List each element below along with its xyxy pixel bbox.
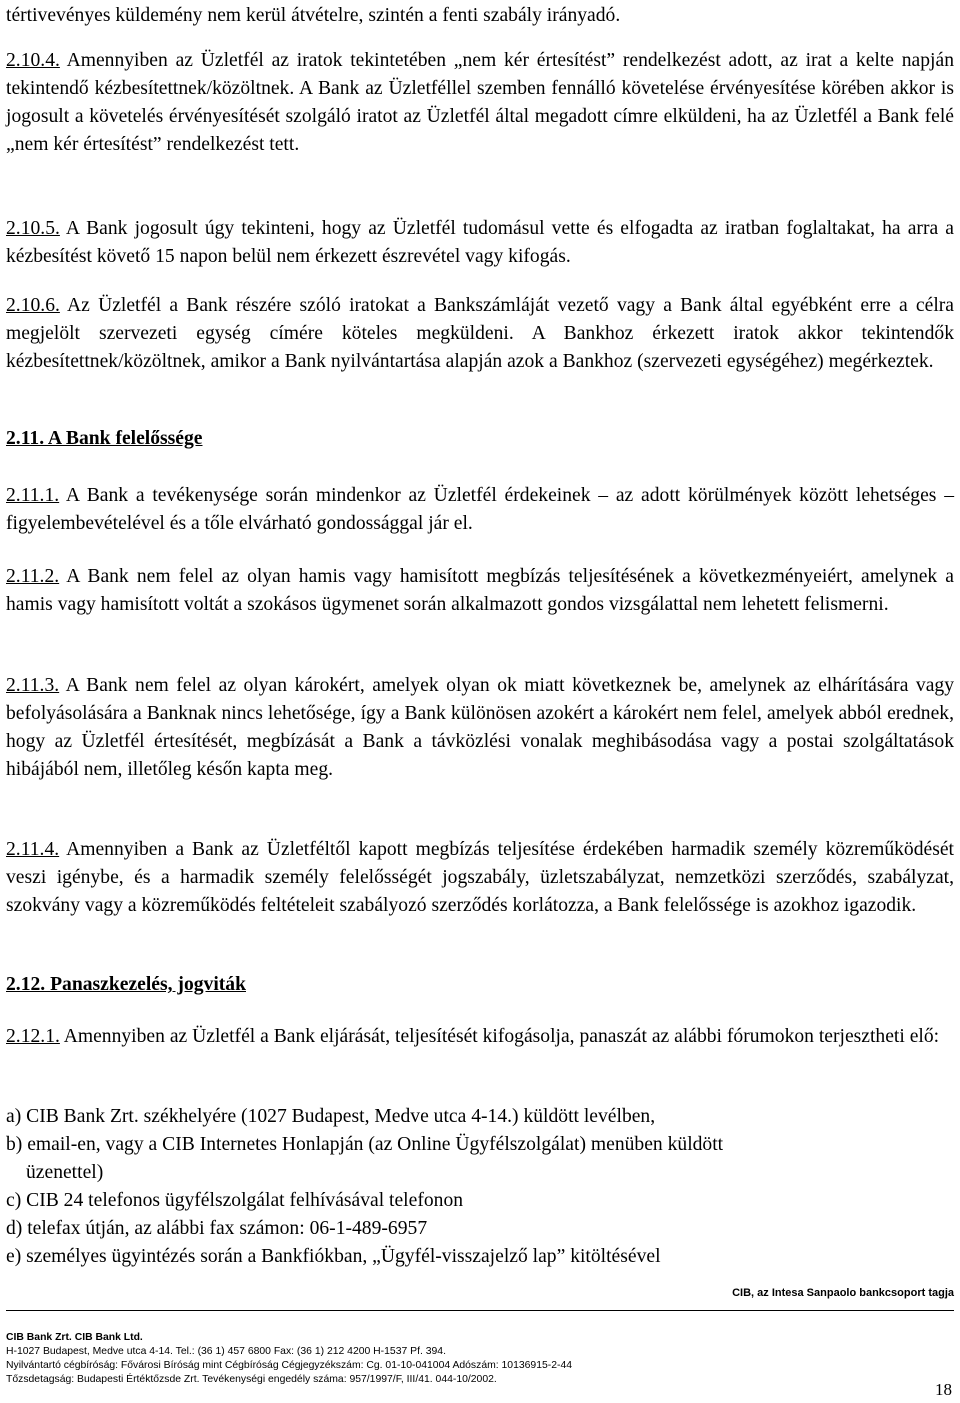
section-2-11-1	[6, 482, 954, 538]
section-number: 2.11.1.	[6, 485, 60, 506]
list-item-d: d) telefax útján, az alábbi fax számon: 06-1-489-6957	[6, 1218, 428, 1239]
section-text: Amennyiben az Üzletfél a Bank eljárását, teljesítését kifogásolja, panaszát az alábbi fórumokon terjesztheti elő:	[59, 1026, 940, 1047]
section-number: 2.11.4.	[6, 839, 60, 860]
section-text: A Bank nem felel az olyan hamis vagy hamisított megbízás teljesítésének a következményeiért, amelynek a hamis vagy hamisított voltát a szokásos ügymenet során alkalmazott gondos vizsgálattal nem lehetett felismerni.	[6, 566, 954, 615]
footer-exchange: Tőzsdetagság: Budapesti Értéktőzsde Zrt. Tevékenységi engedély száma: 957/1997/F, III/41. 044-10/2002.	[6, 1374, 497, 1385]
list-item-e: e) személyes ügyintézés során a Bankfiókban, „Ügyfél-visszajelző lap” kitöltésével	[6, 1246, 661, 1267]
section-2-10-5	[6, 215, 954, 271]
list-item-c: c) CIB 24 telefonos ügyfélszolgálat felhívásával telefonon	[6, 1190, 464, 1211]
section-2-12-1	[6, 1023, 954, 1051]
list-item-b: b) email-en, vagy a CIB Internetes Honlapján (az Online Ügyfélszolgálat) menüben küldött	[6, 1134, 724, 1155]
footer-tagline: CIB, az Intesa Sanpaolo bankcsoport tagja	[732, 1287, 954, 1299]
section-2-11-3	[6, 672, 954, 784]
section-text: Amennyiben a Bank az Üzletféltől kapott megbízás teljesítése érdekében harmadik személy közreműködését veszi igénybe, és a harmadik személy felelősségét jogszabály, üzletszabályzat, nemzetközi szerződés, szabályzat, szokvány vagy a közreműködés feltételeit szabályozó szerződés korlátozza, a Bank felelőssége is azokhoz igazodik.	[6, 839, 954, 916]
section-text: A Bank nem felel az olyan károkért, amelyek olyan ok miatt következnek be, amelynek az elhárítására vagy befolyásolására a Banknak nincs lehetősége, így a Bank különösen azokért a károkért nem felel, amelyek abból erednek, hogy az Üzletfél értesítését, megbízását a Bank a távközlési vonalak meghibásodása vagy a postai szolgáltatások hibájából nem, illetőleg későn kapta meg.	[6, 675, 954, 780]
section-text: A Bank a tevékenysége során mindenkor az Üzletfél érdekeinek – az adott körülmények között lehetséges – figyelembevételével és a tőle elvárható gondossággal jár el.	[6, 485, 954, 534]
section-text: A Bank jogosult úgy tekinteni, hogy az Üzletfél tudomásul vette és elfogadta az iratban foglaltakat, ha arra a kézbesítést követő 15 napon belül nem érkezett észrevétel vagy kifogás.	[6, 218, 954, 267]
section-2-11-2	[6, 563, 954, 619]
page-number: 18	[935, 1380, 952, 1399]
section-text: Amennyiben az Üzletfél az iratok tekintetében „nem kér értesítést” rendelkezést adott, az irat a kelte napján tekintendő kézbesítettnek/közöltnek. A Bank az Üzletféllel szemben fennálló követelése érvényesítése körében akkor is jogosult a követelés érvényesítését szolgáló iratot az Üzletfél által megadott címre elküldeni, ha az Üzletfél a Bank felé „nem kér értesítést” rendelkezést tett.	[6, 50, 954, 155]
paragraph-text: tértivevényes küldemény nem kerül átvételre, szintén a fenti szabály irányadó.	[6, 5, 621, 26]
section-2-11-4	[6, 836, 954, 920]
footer-company: CIB Bank Zrt. CIB Bank Ltd.	[6, 1332, 143, 1343]
paragraph-carryover	[6, 2, 954, 30]
complaint-channels-list	[6, 1103, 954, 1271]
section-text: Az Üzletfél a Bank részére szóló iratokat a Bankszámláját vezető vagy a Bank által egyébként erre a célra megjelölt szervezeti egység címére köteles megküldeni. A Bankhoz érkezett iratok akkor tekintendők kézbesítettnek/közöltnek, amikor a Bank nyilvántartása alapján azok a Bankhoz (szervezeti egységéhez) megérkeztek.	[6, 295, 954, 372]
section-2-10-4	[6, 47, 954, 159]
footer-divider	[6, 1310, 954, 1311]
footer-address: H-1027 Budapest, Medve utca 4-14. Tel.: (36 1) 457 6800 Fax: (36 1) 212 4200 H-1537 Pf. 394.	[6, 1346, 446, 1357]
section-2-10-6	[6, 292, 954, 376]
heading-2-12: 2.12. Panaszkezelés, jogviták	[6, 974, 246, 995]
section-number: 2.11.3.	[6, 675, 60, 696]
section-number: 2.10.5.	[6, 218, 60, 239]
section-number: 2.11.2.	[6, 566, 60, 587]
section-number: 2.10.6.	[6, 295, 60, 316]
section-number: 2.10.4.	[6, 50, 60, 71]
list-item-a: a) CIB Bank Zrt. székhelyére (1027 Budapest, Medve utca 4-14.) küldött levélben,	[6, 1106, 656, 1127]
footer-registry: Nyilvántartó cégbíróság: Fővárosi Bíróság mint Cégbíróság Cégjegyzékszám: Cg. 01-10-041004 Adószám: 10136915-2-44	[6, 1360, 573, 1371]
list-item-b-continued: üzenettel)	[26, 1162, 104, 1183]
section-number: 2.12.1.	[6, 1026, 60, 1047]
heading-2-11: 2.11. A Bank felelőssége	[6, 428, 203, 449]
